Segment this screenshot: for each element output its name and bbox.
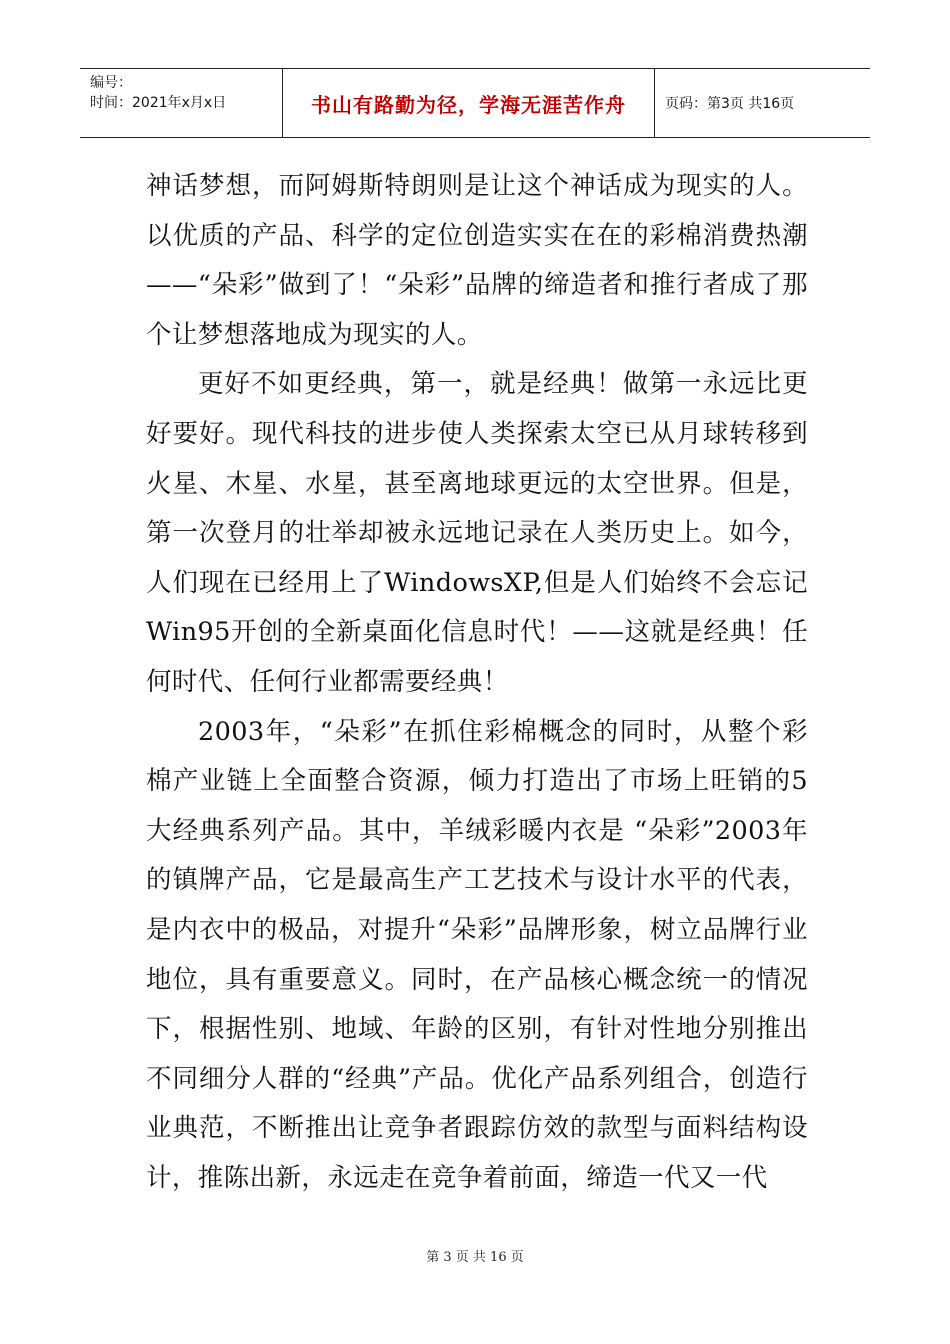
document-body [146,162,808,1203]
page-header [80,68,870,138]
paragraph-3: 2003年，“朵彩”在抓住彩棉概念的同时，从整个彩棉产业链上全面整合资源，倾力打造出了市场上旺销的5大经典系列产品。其中，羊绒彩暖内衣是 “朵彩”2003年的镇牌产品，它是最高生产工艺技术与设计水平的代表，是内衣中的极品，对提升“朵彩”品牌形象，树立品牌行业地位，具有重要意义。同时，在产品核心概念统一的情况下，根据性别、地域、年龄的区别，有针对性地分别推出不同细分人群的“经典”产品。优化产品系列组合，创造行业典范，不断推出让竞争者跟踪仿效的款型与面料结构设计，推陈出新，永远走在竞争着前面，缔造一代又一代 [146,716,808,1193]
time-label: 时间：2021年x月x日 [90,95,227,111]
number-label: 编号： [90,75,132,91]
header-motto: 书山有路勤为径，学海无涯苦作舟 [283,69,655,137]
paragraph-1: 神话梦想，而阿姆斯特朗则是让这个神话成为现实的人。以优质的产品、科学的定位创造实实在在的彩棉消费热潮——“朵彩”做到了！“朵彩”品牌的缔造者和推行者成了那个让梦想落地成为现实的人。 [146,171,808,350]
page-footer: 第 3 页 共 16 页 [426,1250,524,1265]
header-meta [80,69,283,137]
paragraph-2: 更好不如更经典，第一，就是经典！做第一永远比更好要好。现代科技的进步使人类探索太空已从月球转移到火星、木星、水星，甚至离地球更远的太空世界。但是，第一次登月的壮举却被永远地记录在人类历史上。如今，人们现在已经用上了WindowsXP,但是人们始终不会忘记Win95开创的全新桌面化信息时代！——这就是经典！任何时代、任何行业都需要经典！ [146,369,808,697]
header-page-info: 页码：第3页 共16页 [665,96,795,112]
